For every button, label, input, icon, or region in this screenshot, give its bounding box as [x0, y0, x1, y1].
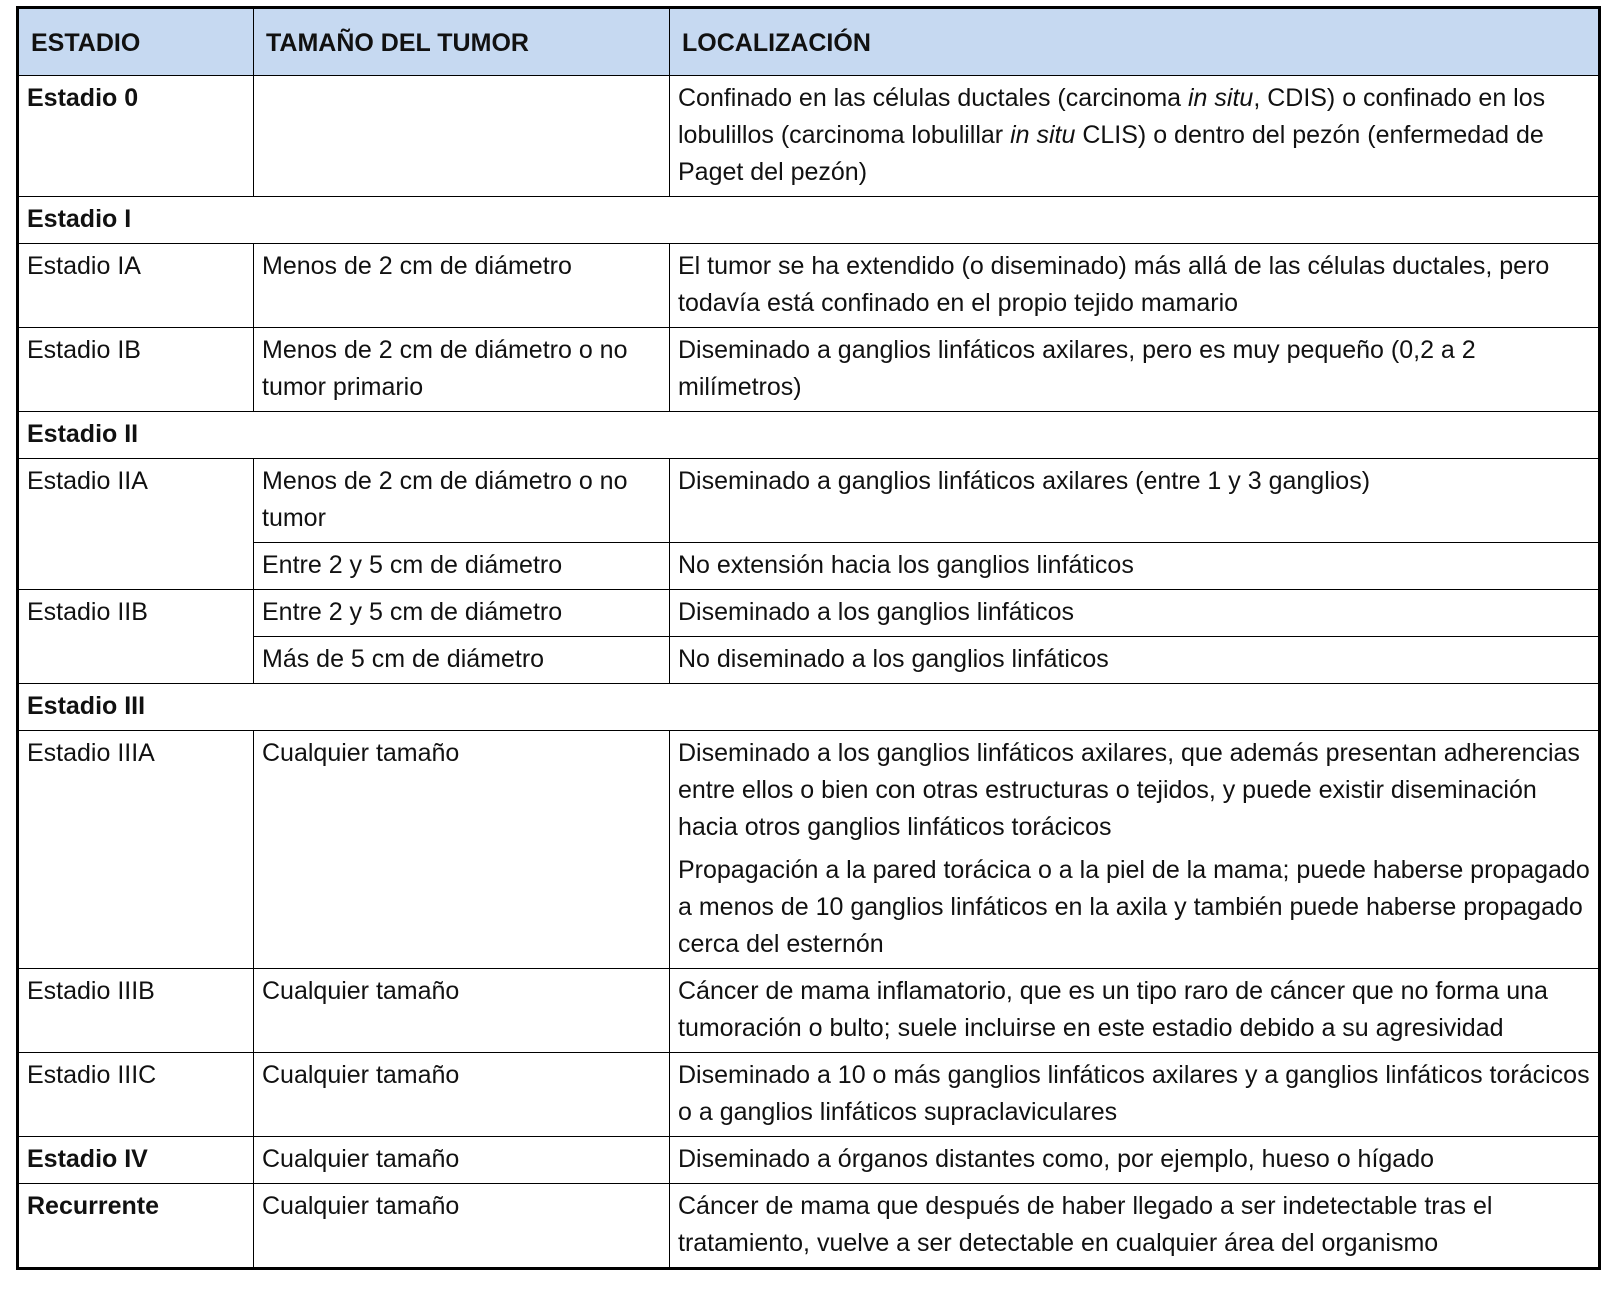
- section-row: [18, 684, 1600, 731]
- location-cell: [670, 76, 1600, 197]
- stage-cell: Estadio IV: [18, 1137, 254, 1184]
- stage-cell: Estadio IIIA: [18, 731, 254, 969]
- table-row: [18, 328, 1600, 412]
- location-cell: Diseminado a ganglios linfáticos axilares, pero es muy pequeño (0,2 a 2 milímetros): [670, 328, 1600, 412]
- location-text: CLIS) o dentro del pezón (enfermedad de Paget del pezón): [678, 121, 1544, 186]
- table-row: [18, 590, 1600, 637]
- location-italic-text: in situ: [1010, 121, 1076, 149]
- table-row: [18, 1184, 1600, 1269]
- location-cell: [670, 731, 1600, 969]
- size-cell: Más de 5 cm de diámetro: [254, 637, 670, 684]
- section-stage-cell: Estadio II: [18, 412, 1600, 459]
- location-cell: Diseminado a órganos distantes como, por ejemplo, hueso o hígado: [670, 1137, 1600, 1184]
- location-text: , CDIS) o confinado en los lobulillos (carcinoma lobulillar: [678, 84, 1546, 149]
- stage-cell: Estadio IA: [18, 244, 254, 328]
- header-location: LOCALIZACIÓN: [670, 8, 1600, 76]
- stage-cell: Estadio IIIB: [18, 969, 254, 1053]
- stage-cell: Estadio 0: [18, 76, 254, 197]
- location-cell: Diseminado a ganglios linfáticos axilares (entre 1 y 3 ganglios): [670, 459, 1600, 543]
- section-stage-cell: Estadio III: [18, 684, 1600, 731]
- location-cell: El tumor se ha extendido (o diseminado) más allá de las células ductales, pero todavía está confinado en el propio tejido mamario: [670, 244, 1600, 328]
- location-cell: Cáncer de mama inflamatorio, que es un tipo raro de cáncer que no forma una tumoración o bulto; suele incluirse en este estadio debido a su agresividad: [670, 969, 1600, 1053]
- size-cell: Entre 2 y 5 cm de diámetro: [254, 590, 670, 637]
- size-cell: Entre 2 y 5 cm de diámetro: [254, 543, 670, 590]
- section-row: [18, 197, 1600, 244]
- location-cell: Diseminado a los ganglios linfáticos: [670, 590, 1600, 637]
- size-cell: Cualquier tamaño: [254, 1184, 670, 1269]
- size-cell: Cualquier tamaño: [254, 731, 670, 969]
- table-row: [18, 244, 1600, 328]
- section-stage-cell: Estadio I: [18, 197, 1600, 244]
- stage-cell: Estadio IB: [18, 328, 254, 412]
- header-stage: ESTADIO: [18, 8, 254, 76]
- table-row: [18, 969, 1600, 1053]
- location-cell: Cáncer de mama que después de haber llegado a ser indetectable tras el tratamiento, vuelve a ser detectable en cualquier área del organismo: [670, 1184, 1600, 1269]
- size-cell: Cualquier tamaño: [254, 969, 670, 1053]
- location-cell: No extensión hacia los ganglios linfáticos: [670, 543, 1600, 590]
- table-row: [18, 637, 1600, 684]
- document-page: [16, 6, 1598, 1270]
- size-cell: Cualquier tamaño: [254, 1137, 670, 1184]
- table-row: [18, 76, 1600, 197]
- location-paragraph: Propagación a la pared torácica o a la piel de la mama; puede haberse propagado a menos de 10 ganglios linfáticos en la axila y también puede haberse propagado cerca del esternón: [678, 856, 1590, 958]
- location-italic-text: in situ: [1188, 84, 1254, 112]
- section-row: [18, 412, 1600, 459]
- location-text: Confinado en las células ductales (carcinoma: [678, 84, 1188, 112]
- stage-cell: Estadio IIA: [18, 459, 254, 590]
- table-row: [18, 543, 1600, 590]
- header-tumor-size: TAMAÑO DEL TUMOR: [254, 8, 670, 76]
- stage-cell: Estadio IIB: [18, 590, 254, 684]
- location-paragraph: Diseminado a los ganglios linfáticos axilares, que además presentan adherencias entre ellos o bien con otras estructuras o tejidos, y puede existir diseminación hacia otros ganglios linfáticos torácicos: [678, 739, 1580, 841]
- location-cell: Diseminado a 10 o más ganglios linfáticos axilares y a ganglios linfáticos torácicos o a ganglios linfáticos supraclaviculares: [670, 1053, 1600, 1137]
- header-row: [18, 8, 1600, 76]
- size-cell: Cualquier tamaño: [254, 1053, 670, 1137]
- size-cell: Menos de 2 cm de diámetro o no tumor: [254, 459, 670, 543]
- size-cell: Menos de 2 cm de diámetro o no tumor primario: [254, 328, 670, 412]
- table-row: [18, 459, 1600, 543]
- staging-table: [16, 6, 1601, 1270]
- location-cell: No diseminado a los ganglios linfáticos: [670, 637, 1600, 684]
- stage-cell: Estadio IIIC: [18, 1053, 254, 1137]
- table-row: [18, 1053, 1600, 1137]
- stage-cell: Recurrente: [18, 1184, 254, 1269]
- table-row: [18, 731, 1600, 969]
- size-cell: [254, 76, 670, 197]
- size-cell: Menos de 2 cm de diámetro: [254, 244, 670, 328]
- table-row: [18, 1137, 1600, 1184]
